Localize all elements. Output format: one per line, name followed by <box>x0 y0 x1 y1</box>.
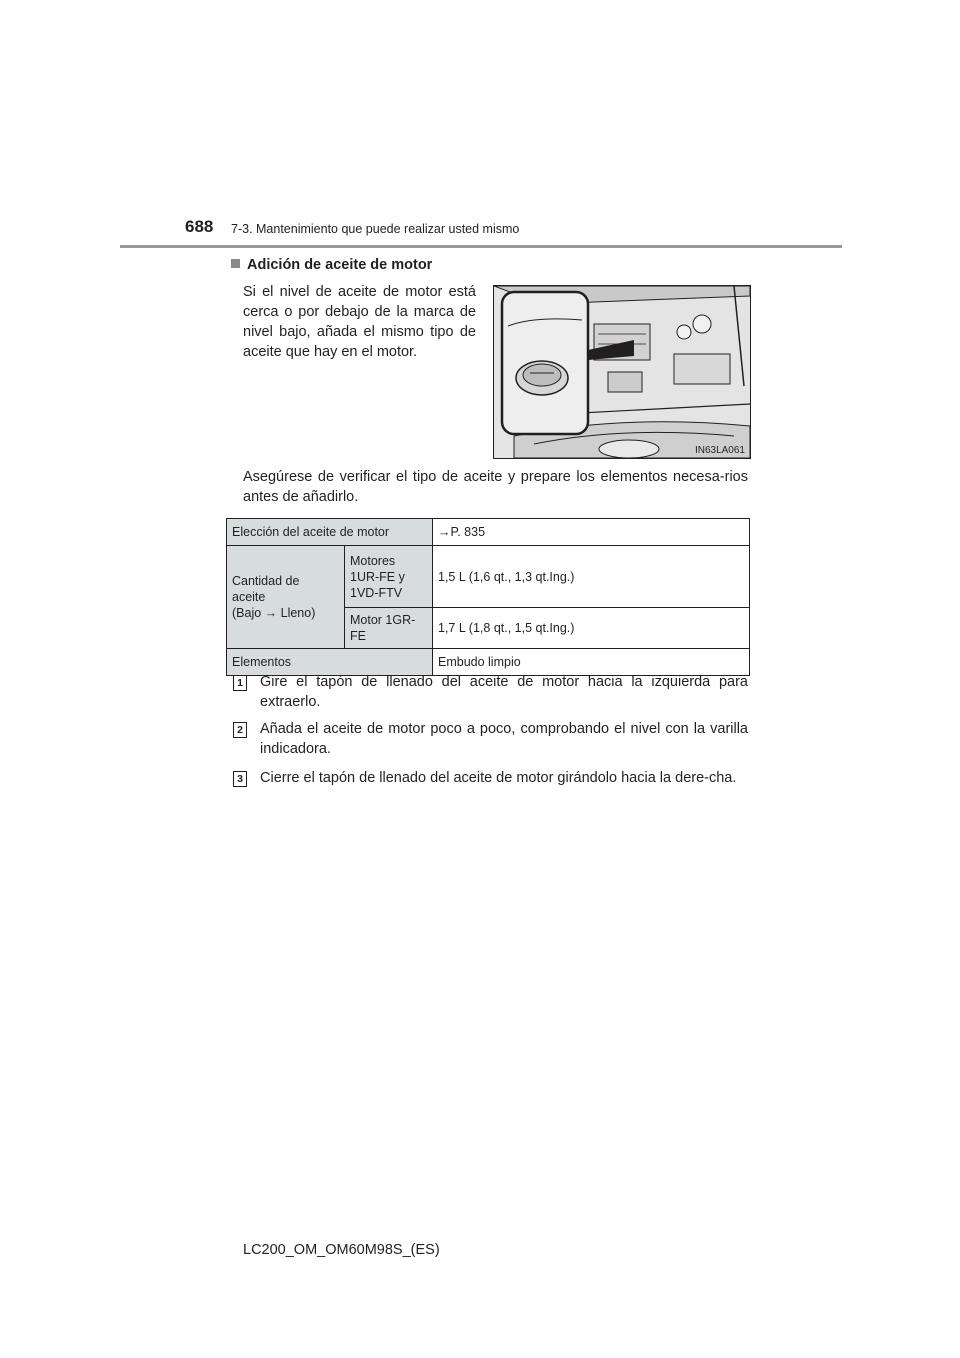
footer-code: LC200_OM_OM60M98S_(ES) <box>243 1242 440 1258</box>
step-text: Cierre el tapón de llenado del aceite de motor girándolo hacia la dere-cha. <box>260 770 737 786</box>
table-row <box>227 519 750 546</box>
table-cell: →P. 835 <box>433 519 750 546</box>
square-bullet-icon <box>231 259 240 268</box>
engine-illustration <box>493 285 751 459</box>
subsection-heading <box>231 257 432 273</box>
table-cell: Embudo limpio <box>433 649 750 676</box>
table-cell: 1,7 L (1,8 qt., 1,5 qt.Ing.) <box>433 608 750 649</box>
step-number-badge: 3 <box>233 771 247 787</box>
table-cell: Motores 1UR-FE y 1VD-FTV <box>345 546 433 608</box>
table-cell: Cantidad de aceite (Bajo → Lleno) <box>227 546 345 649</box>
heading-text: Adición de aceite de motor <box>247 257 433 273</box>
table-cell: Elección del aceite de motor <box>227 519 433 546</box>
table-cell: Elementos <box>227 649 433 676</box>
step-number-badge: 2 <box>233 722 247 738</box>
table-cell: Motor 1GR-FE <box>345 608 433 649</box>
engine-bay-drawing <box>494 286 750 458</box>
header-rule <box>120 245 842 248</box>
figure-code: IN63LA061 <box>694 445 745 456</box>
step-number-badge: 1 <box>233 675 247 691</box>
step-text: Gire el tapón de llenado del aceite de motor hacia la izquierda para extraerlo. <box>260 674 748 710</box>
table-cell: 1,5 L (1,6 qt., 1,3 qt.Ing.) <box>433 546 750 608</box>
page-number: 688 <box>185 217 214 236</box>
section-title: 7-3. Mantenimiento que puede realizar usted mismo <box>231 222 520 236</box>
step-text: Añada el aceite de motor poco a poco, comprobando el nivel con la varilla indicadora. <box>260 721 748 757</box>
oil-spec-table <box>226 518 750 676</box>
intro-paragraph: Si el nivel de aceite de motor está cerca o por debajo de la marca de nivel bajo, añada el mismo tipo de aceite que hay en el motor. <box>243 284 476 360</box>
table-row <box>227 546 750 608</box>
prepare-paragraph: Asegúrese de verificar el tipo de aceite y prepare los elementos necesa-rios antes de añadirlo. <box>243 469 748 505</box>
